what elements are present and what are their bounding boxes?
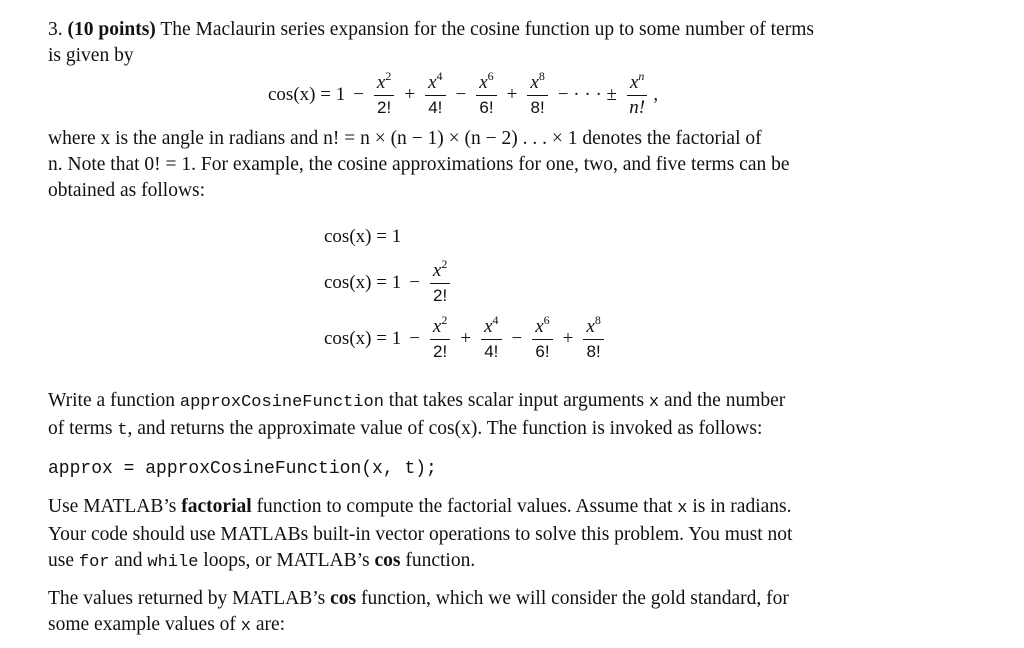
term-numerator: $x^4$ — [425, 72, 445, 96]
example-two-terms-lhs: cos(x) = 1 — [324, 272, 402, 293]
example-five-terms-series — [405, 312, 610, 363]
term-sign: + — [562, 328, 574, 349]
intro-paragraph — [48, 17, 908, 69]
rules-line-3: use for and while loops, or MATLAB’s cos function. — [48, 550, 476, 572]
where-line-1: where x is the angle in radians and n! = n × (n − 1) × (n − 2) . . . × 1 denotes the factorial of — [48, 128, 762, 149]
series-last-numerator: $x^n$ — [627, 72, 647, 96]
term-sign: − — [409, 328, 420, 349]
intro-text-1: The Maclaurin series expansion for the cosine function up to some number of terms — [155, 19, 814, 40]
example-one-term-lhs: cos(x) = 1 — [324, 226, 402, 247]
term-fraction — [527, 68, 547, 119]
term-fraction — [425, 68, 445, 119]
term-sign: + — [404, 84, 416, 105]
task-paragraph — [48, 388, 908, 444]
closing-line-1: The values returned by MATLAB’s cos function, which we will consider the gold standard, for — [48, 588, 789, 609]
rules-line-1: Use MATLAB’s factorial function to compute the factorial values. Assume that x is in radians. — [48, 496, 792, 518]
term-sign: − — [455, 84, 467, 105]
term-fraction — [374, 68, 394, 119]
series-last-denominator: n! — [629, 96, 646, 118]
intro-line-1 — [48, 17, 908, 43]
invocation-code: approx = approxCosineFunction(x, t); — [48, 459, 437, 479]
closing-paragraph — [48, 586, 908, 640]
term-sign: − — [353, 84, 364, 105]
task-line-2: of terms t, and returns the approximate value of cos(x). The function is invoked as follows: — [48, 418, 763, 440]
term-denominator: 6! — [535, 341, 550, 361]
intro-line-2: is given by — [48, 45, 134, 66]
example-two-terms-series — [405, 256, 456, 307]
where-line-3: obtained as follows: — [48, 180, 206, 201]
term-denominator: 4! — [484, 341, 499, 361]
term-denominator: 2! — [377, 97, 392, 117]
term-denominator: 2! — [433, 341, 448, 361]
term-fraction — [532, 312, 552, 363]
term-numerator: $x^4$ — [481, 316, 501, 340]
term-sign: + — [506, 84, 518, 105]
term-denominator: 8! — [530, 97, 545, 117]
example-two-terms — [324, 254, 456, 312]
term-denominator: 6! — [479, 97, 494, 117]
term-numerator: $x^2$ — [430, 260, 450, 284]
term-numerator: $x^2$ — [374, 72, 394, 96]
rules-line-2: Your code should use MATLABs built-in vector operations to solve this problem. You must not — [48, 524, 793, 545]
task-line-1: Write a function approxCosineFunction that takes scalar input arguments x and the number — [48, 390, 786, 412]
example-five-terms-lhs: cos(x) = 1 — [324, 328, 402, 349]
function-name: approxCosineFunction — [179, 393, 384, 412]
series-lhs: cos(x) = 1 — [268, 84, 346, 105]
term-numerator: $x^6$ — [476, 72, 496, 96]
term-sign: − — [511, 328, 523, 349]
example-five-terms — [324, 310, 610, 368]
closing-line-2: some example values of x are: — [48, 614, 286, 636]
term-sign: + — [460, 328, 472, 349]
term-fraction — [476, 68, 496, 119]
rules-paragraph — [48, 494, 908, 576]
where-paragraph — [48, 126, 908, 204]
series-equation — [268, 66, 658, 124]
term-sign: − — [409, 272, 420, 293]
problem-points: (10 points) — [67, 19, 156, 40]
series-last-fraction — [627, 68, 647, 119]
term-numerator: $x^6$ — [532, 316, 552, 340]
term-numerator: $x^2$ — [430, 316, 450, 340]
term-denominator: 2! — [433, 285, 448, 305]
term-numerator: $x^8$ — [583, 316, 603, 340]
example-one-term — [324, 222, 405, 252]
term-fraction — [430, 256, 450, 307]
problem-number: 3. — [48, 19, 63, 40]
term-fraction — [481, 312, 501, 363]
term-fraction — [583, 312, 603, 363]
term-denominator: 4! — [428, 97, 443, 117]
series-terms — [349, 68, 554, 119]
term-numerator: $x^8$ — [527, 72, 547, 96]
where-line-2: n. Note that 0! = 1. For example, the cosine approximations for one, two, and five terms can be — [48, 154, 790, 175]
term-denominator: 8! — [586, 341, 601, 361]
series-tail: − · · · ± — [557, 84, 617, 105]
series-end: , — [653, 84, 659, 105]
term-fraction — [430, 312, 450, 363]
